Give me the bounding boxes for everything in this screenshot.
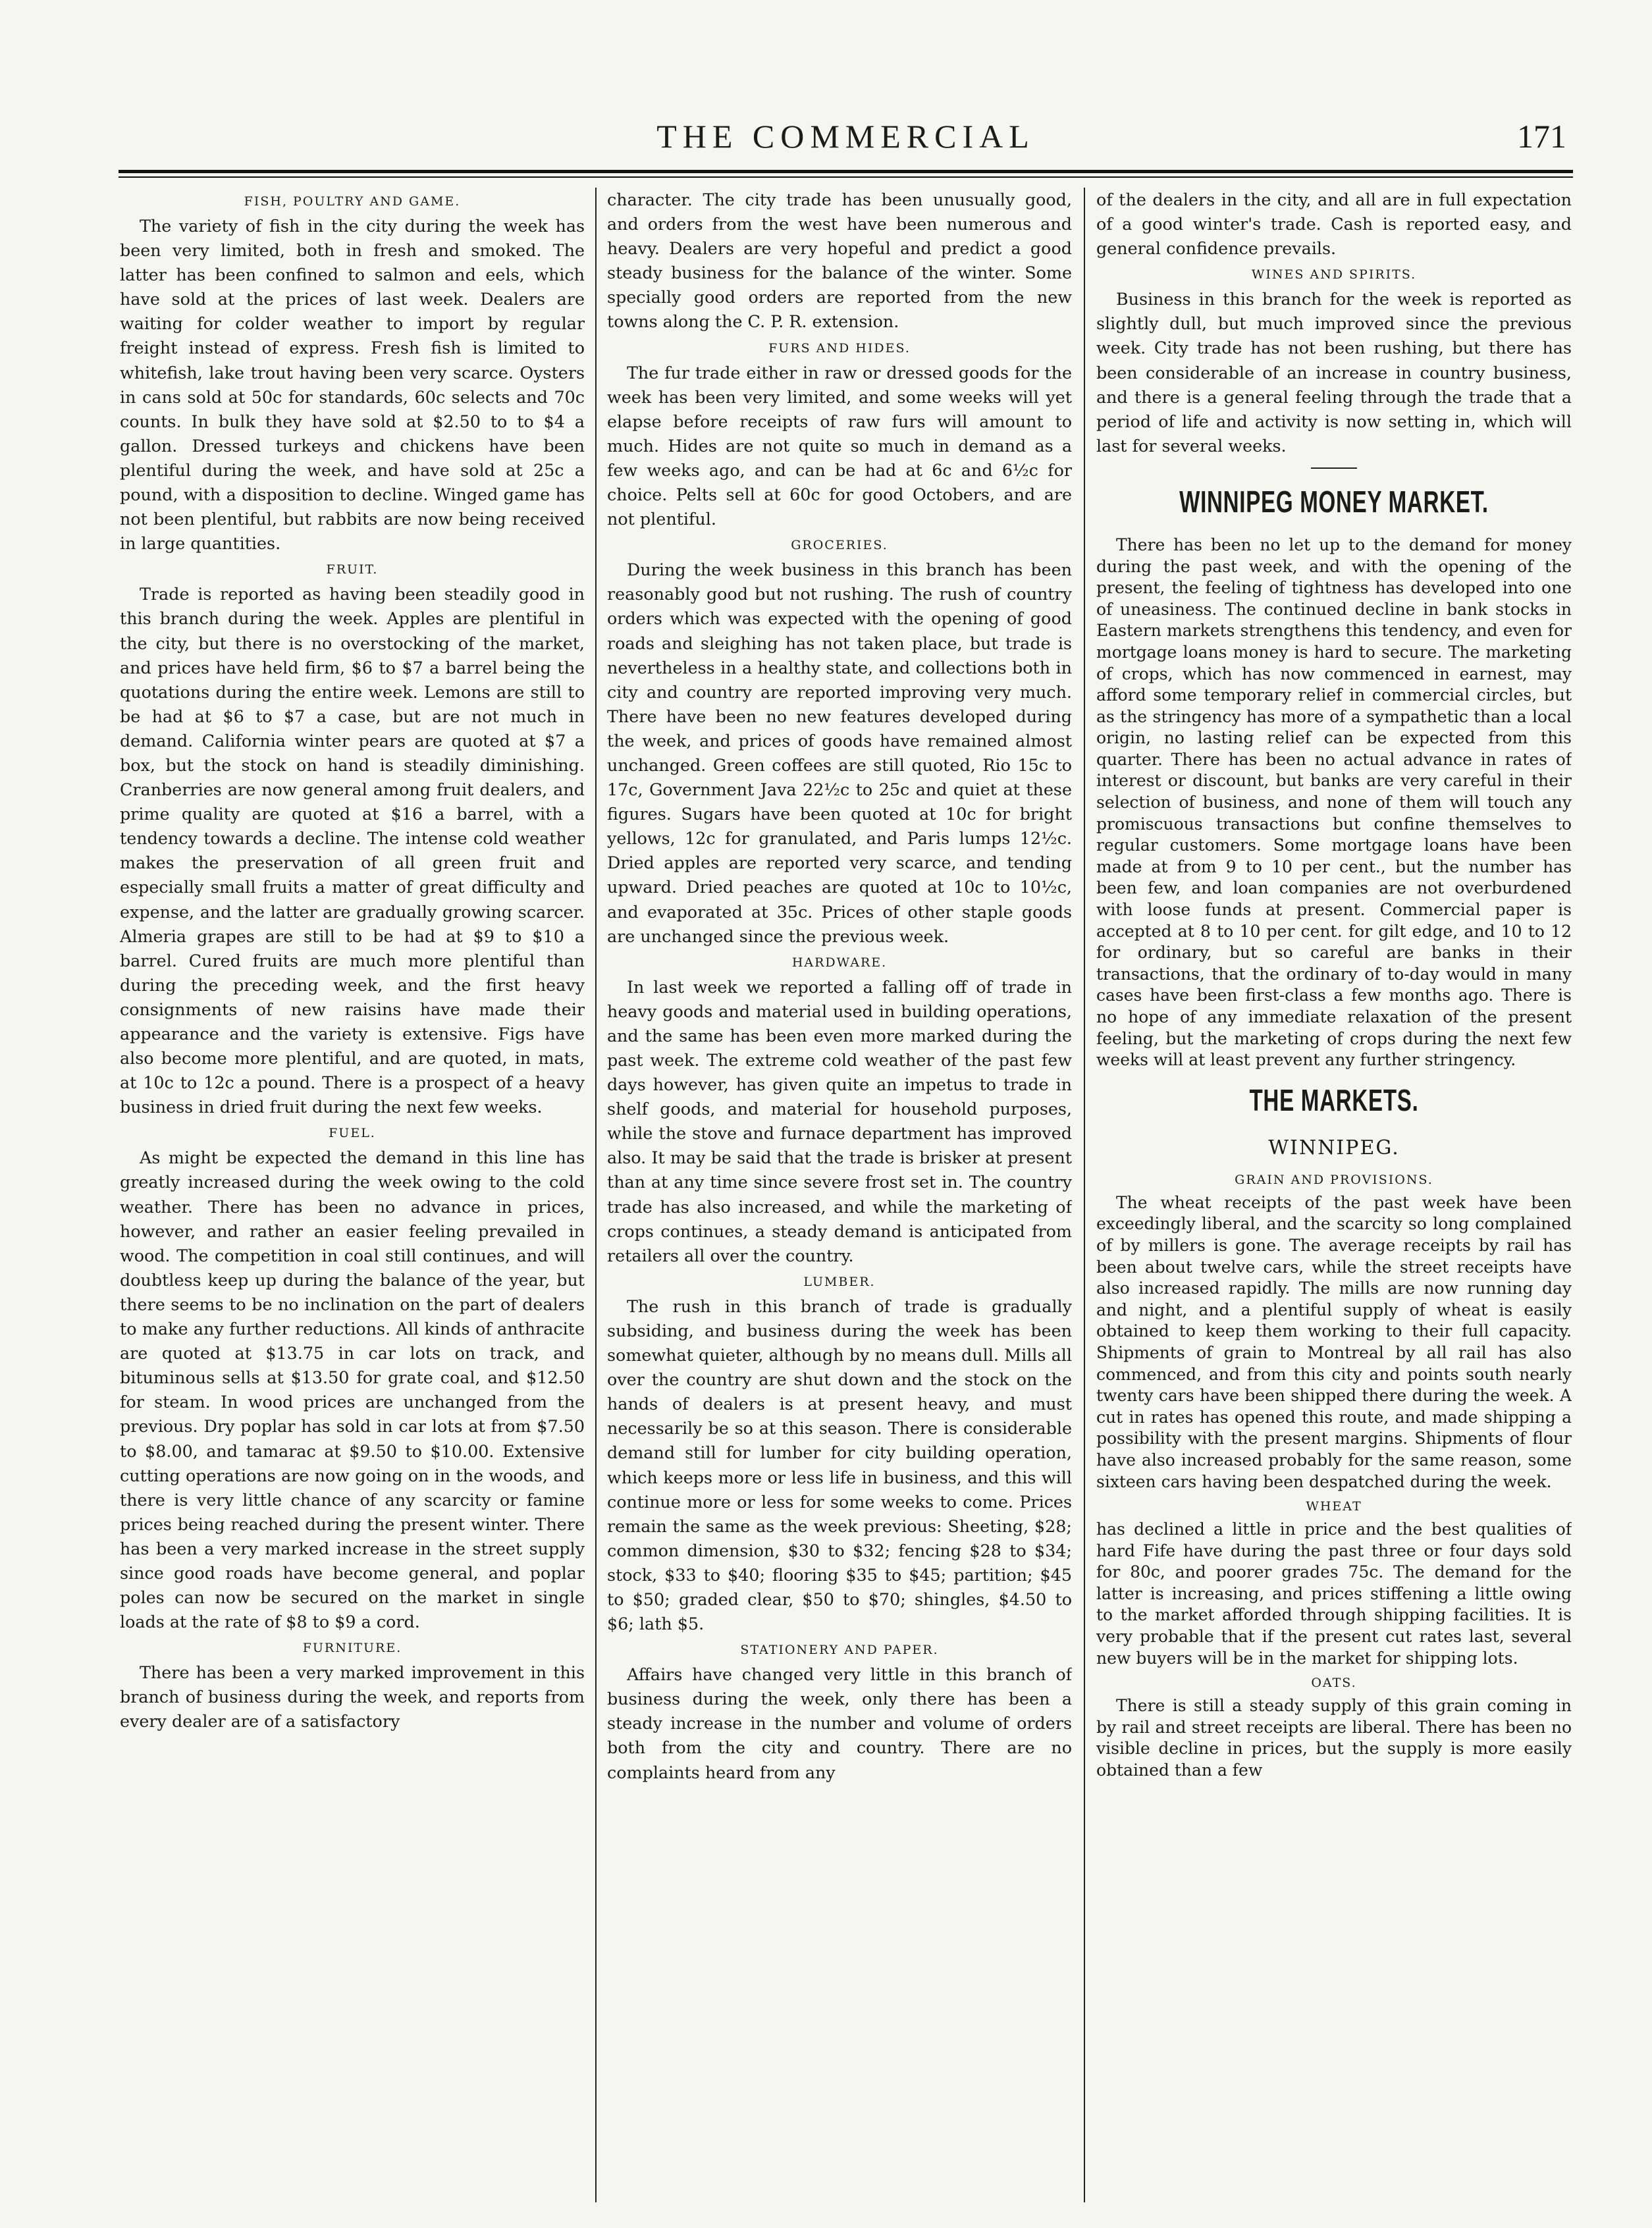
section-heading-groceries: GROCERIES. — [791, 538, 888, 553]
section-heading-fruit: FRUIT. — [326, 562, 379, 577]
paper-title: THE COMMERCIAL — [656, 118, 1035, 155]
section-heading-grain: GRAIN AND PROVISIONS. — [1235, 1172, 1433, 1187]
section-heading-fuel: FUEL. — [329, 1126, 376, 1141]
section-heading-furs: FURS AND HIDES. — [768, 340, 911, 356]
article-columns — [120, 188, 1573, 2202]
headline-markets: THE MARKETS. — [1249, 1082, 1419, 1117]
subheading-winnipeg: WINNIPEG. — [1268, 1136, 1400, 1159]
section-heading-lumber: LUMBER. — [803, 1274, 876, 1289]
paragraph-money-market: There has been no let up to the demand for money during the past week, and with the opening of the present, the feeling of tightness has developed into one of uneasiness. The continued decline in bank stocks in Eastern markets strengthens this tendency, and even for mortgage loans money is hard to secure. The marketing of crops, which has now commenced in earnest, may afford some temporary relief in commercial circles, but as the stringency has more of a sympathetic than a local origin, no lasting relief can be expected from this quarter. There has been no actual advance in rates of interest or discount, but banks are very careful in their selection of business, and none of them will touch any promiscuous transactions but confine themselves to regular customers. Some mortgage loans have been made at from 9 to 10 per cent., but the number has been few, and loan companies are not overburdened with loose funds at present. Commercial paper is accepted at 8 to 10 per cent. for gilt edge, and 10 to 12 for ordinary, but so careful are banks in their transactions, that the ordinary of to-day would in many cases have been first-class a few months ago. There is no hope of any immediate relaxation of the present feeling, but the marketing of crops during the next few weeks will at least prevent any further stringency. — [1096, 535, 1572, 1070]
column-1 — [120, 188, 585, 2202]
paragraph-fuel: As might be expected the demand in this line has greatly increased during the week owing to the cold weather. There has been no advance in prices, however, and rather an easier feeling prevailed in wood. The competition in coal still continues, and will doubtless keep up during the balance of the year, but there seems to be no inclination on the part of dealers to make any further reductions. All kinds of anthracite are quoted at $13.75 in car lots on track, and bituminous sells at $13.50 for grate coal, and $12.50 for steam. In wood prices are unchanged from the previous. Dry poplar has sold in car lots at from $7.50 to $8.00, and tamarac at $9.50 to $10.00. Extensive cutting operations are now going on in the woods, and there is very little chance of any scarcity or famine prices being reached during the present winter. There has been a very marked increase in the street supply since good roads have become general, and poplar poles can now be secured on the market in single loads at the rate of $8 to $9 a cord. — [120, 1148, 585, 1632]
paragraph-groceries: During the week business in this branch has been reasonably good but not rushing. The rush of country orders which was expected with the opening of good roads and sleighing has not taken place, but trade is nevertheless in a healthy state, and collections both in city and country are reported improving very much. There have been no new features developed during the week, and prices of goods have remained almost unchanged. Green coffees are still quoted, Rio 15c to 17c, Government Java 22½c to 25c and quiet at these figures. Sugars have been quoted at 10c for bright yellows, 12c for granulated, and Paris lumps 12½c. Dried apples are reported very scarce, and tending upward. Dried peaches are quoted at 10c to 10½c, and evaporated at 35c. Prices of other staple goods are unchanged since the previous week. — [607, 560, 1072, 946]
paragraph-wines: Business in this branch for the week is reported as slightly dull, but much improved since the previous week. City trade has not been rushing, but there has been considerable of an increase in country business, and there is a general feeling through the trade that a period of life and activity is now setting in, which will last for several weeks. — [1096, 289, 1572, 456]
paragraph-grain: The wheat receipts of the past week have been exceedingly liberal, and the scarcity so long complained of by millers is gone. The average receipts by rail has been about twelve cars, while the street receipts have also increased rapidly. The mills are now running day and night, and a plentiful supply of wheat is easily obtained to keep them working to their full capacity. Shipments of grain to Montreal by all rail has also commenced, and from this city and points south nearly twenty cars have been shipped there during the week. A cut in rates has opened this route, and made shipping a possibility with the present margins. Shipments of flour have also increased probably for the same reason, some sixteen cars having been despatched during the week. — [1096, 1192, 1572, 1491]
paragraph-stationery: Affairs have changed very little in this branch of business during the week, only there has been a steady increase in the number and volume of orders both from the city and country. There are no complaints heard from any — [607, 1664, 1072, 1782]
section-heading-stationery: STATIONERY AND PAPER. — [740, 1643, 939, 1658]
paragraph-fish: The variety of fish in the city during the week has been very limited, both in fresh and smoked. The latter has been confined to salmon and eels, which have sold at the prices of last week. Dealers are waiting for colder weather to import by regular freight instead of express. Fresh fish is limited to whitefish, lake trout having been very scarce. Oysters in cans sold at 50c for standards, 60c selects and 70c counts. In bulk they have sold at $2.50 to to $4 a gallon. Dressed turkeys and chickens have been plentiful during the week, and have sold at 25c a pound, with a disposition to decline. Winged game has not been plentiful, but rabbits are now being received in large quantities. — [120, 216, 585, 554]
paragraph-stationery-continued: of the dealers in the city, and all are in full expectation of a good winter's trade. Cash is reported easy, and general confidence prevails. — [1096, 190, 1572, 259]
paragraph-furniture-continued: character. The city trade has been unusually good, and orders from the west have been numerous and heavy. Dealers are very hopeful and predict a good steady business for the balance of the winter. Some specially good orders are reported from the new towns along the C. P. R. extension. — [607, 190, 1072, 332]
running-head — [119, 117, 1573, 163]
page-number: 171 — [1517, 118, 1566, 155]
paragraph-lumber: The rush in this branch of trade is gradually subsiding, and business during the week has been somewhat quieter, although by no means dull. Mills all over the country are shut down and the stock on the hands of dealers is at present heavy, and must necessarily be so at this season. There is considerable demand still for lumber for city building operation, which keeps more or less life in business, and this will continue more or less for some weeks to come. Prices remain the same as the week previous: Sheeting, $28; common dimension, $30 to $32; fencing $28 to $34; stock, $33 to $40; flooring $35 to $45; partition; $45 to $50; graded clear, $50 to $70; shingles, $4.50 to $6; lath $5. — [607, 1296, 1072, 1634]
section-heading-wines: WINES AND SPIRITS. — [1251, 267, 1417, 282]
headline-money-market: WINNIPEG MONEY MARKET. — [1179, 484, 1489, 519]
section-heading-fish: FISH, POULTRY AND GAME. — [244, 194, 461, 209]
paragraph-hardware: In last week we reported a falling off of trade in heavy goods and material used in building operations, and the same has been even more marked during the past week. The extreme cold weather of the past few days however, has given quite an impetus to trade in shelf goods, and material for household purposes, while the stove and furnace department has improved also. It may be said that the trade is brisker at present than at any time since severe frost set in. The country trade has also increased, and while the marketing of crops continues, a steady demand is anticipated from retailers all over the country. — [607, 976, 1072, 1265]
paragraph-fruit: Trade is reported as having been steadily good in this branch during the week. Apples are plentiful in the city, but there is no overstocking of the market, and prices have held firm, $6 to $7 a barrel being the quotations during the entire week. Lemons are still to be had at $6 to $7 a case, but are not much in demand. California winter pears are quoted at $7 a box, but the stock on hand is steadily diminishing. Cranberries are now general among fruit dealers, and prime quality are quoted at $16 a barrel, with a tendency towards a decline. The intense cold weather makes the preservation of all green fruit and especially small fruits a matter of great difficulty and expense, and the latter are gradually growing scarcer. Almeria grapes are still to be had at $9 to $10 a barrel. Cured fruits are much more plentiful than during the preceding week, and the first heavy consignments of new raisins have made their appearance and the variety is extensive. Figs have also become more plentiful, and are quoted, in mats, at 10c to 12c a pound. There is a prospect of a heavy business in dried fruit during the next few weeks. — [120, 584, 585, 1117]
section-separator — [1311, 467, 1357, 469]
paragraph-furs: The fur trade either in raw or dressed goods for the week has been very limited, and some weeks will yet elapse before receipts of raw furs will amount to much. Hides are not quite so much in demand as a few weeks ago, and can be had at 6c and 6½c for choice. Pelts sell at 60c for good Octobers, and are not plentiful. — [607, 362, 1072, 529]
paragraph-wheat: has declined a little in price and the best qualities of hard Fife have during the past three or four days sold for 80c, and poorer grades 75c. The demand for the latter is increasing, and prices stiffening a little owing to the market afforded through shipping facilities. It is very probable that if the present cut rates last, several new buyers will be in the market for shipping lots. — [1096, 1520, 1572, 1668]
column-divider — [595, 188, 597, 2202]
section-heading-wheat: WHEAT — [1306, 1499, 1362, 1514]
section-heading-hardware: HARDWARE. — [791, 955, 888, 970]
paragraph-oats: There is still a steady supply of this grain coming in by rail and street receipts are liberal. There has been no visible decline in prices, but the supply is more easily obtained than a few — [1096, 1696, 1572, 1780]
column-2 — [607, 188, 1072, 2202]
section-heading-furniture: FURNITURE. — [302, 1641, 402, 1656]
column-divider — [1084, 188, 1085, 2202]
section-heading-oats: OATS. — [1311, 1676, 1357, 1691]
paragraph-furniture: There has been a very marked improvement in this branch of business during the week, and reports from every dealer are of a satisfactory — [120, 1662, 585, 1732]
column-3 — [1096, 188, 1572, 2202]
header-rule — [119, 170, 1573, 178]
